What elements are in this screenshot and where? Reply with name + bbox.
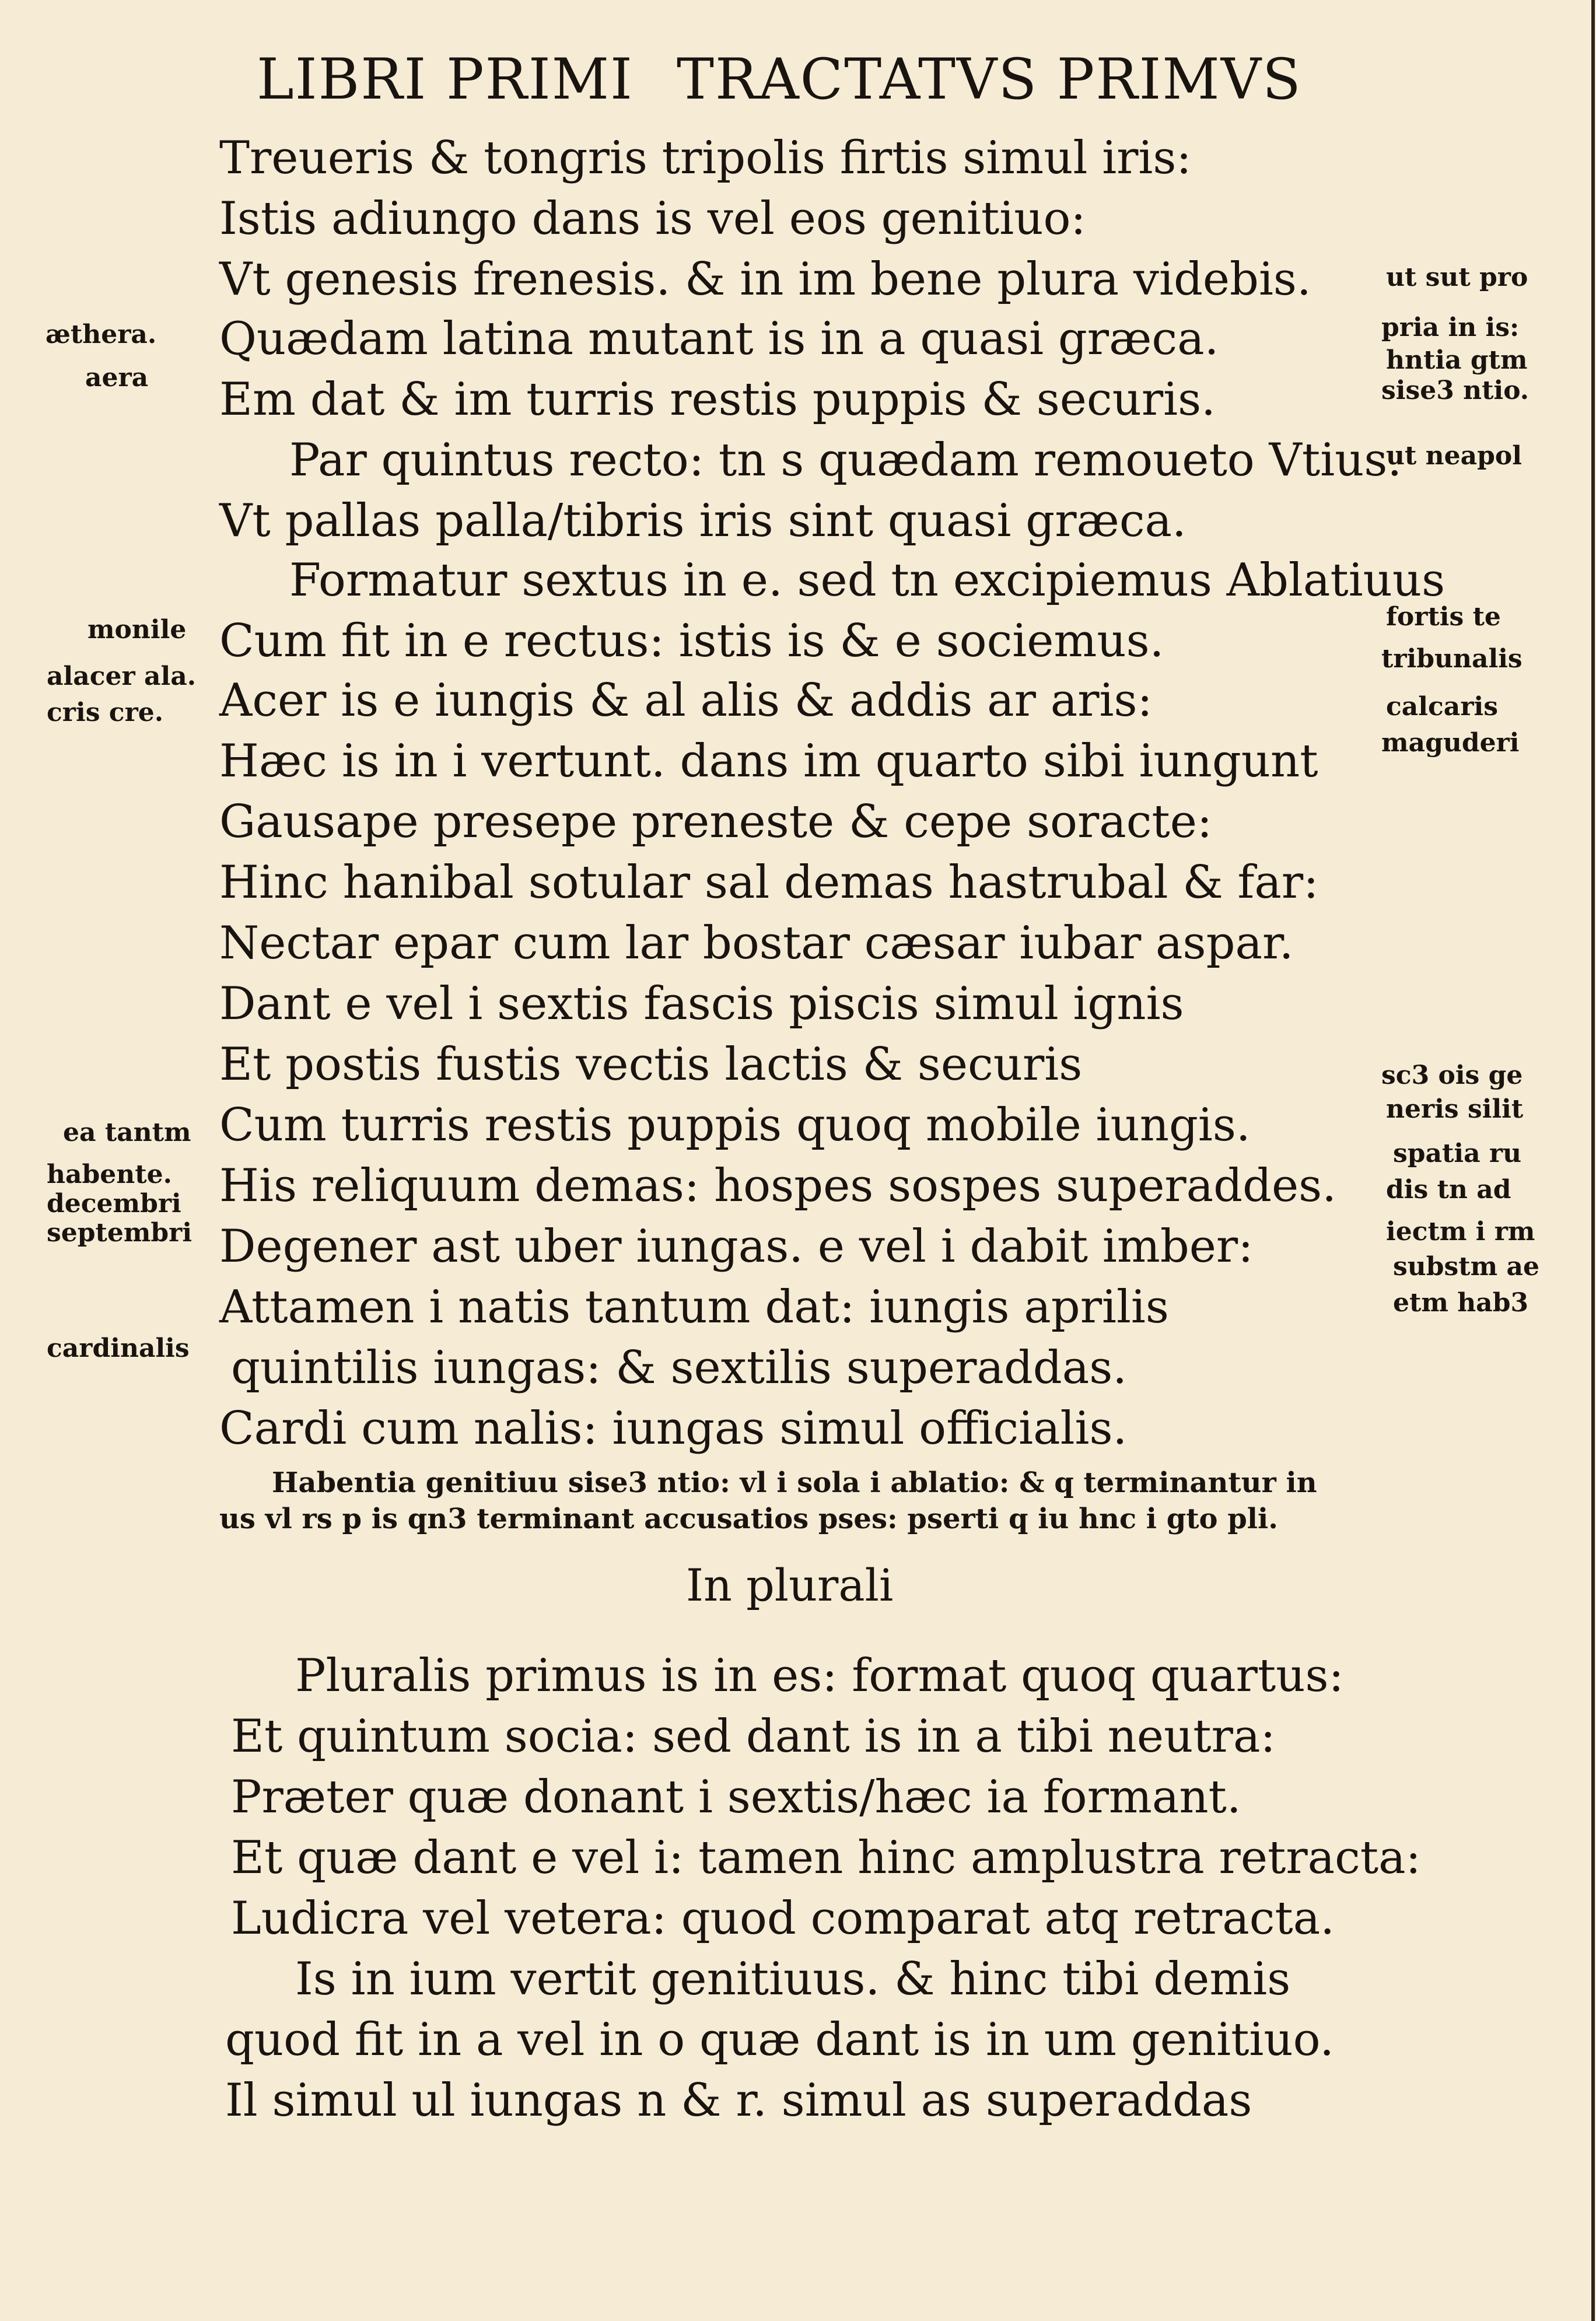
verse-line: Et quæ dant e vel i: tamen hinc amplustra retracta: — [231, 1832, 1421, 1884]
verse-line: Ludicra vel vetera: quod comparat atq retracta. — [231, 1892, 1335, 1945]
header-part-1: LIBRI PRIMI — [257, 47, 634, 112]
verse-line: Hæc is in i vertunt. dans im quarto sibi iungunt — [219, 735, 1318, 787]
verse-line: Et quintum socia: sed dant is in a tibi neutra: — [231, 1710, 1276, 1763]
verse-line: Vt pallas palla/tibris iris sint quasi græca. — [219, 495, 1186, 547]
left-margin-note: æthera. — [46, 320, 157, 349]
left-margin-note: ea tantm — [63, 1118, 191, 1147]
verse-line: Quædam latina mutant is in a quasi græca. — [219, 313, 1219, 365]
verse-line: Acer is e iungis & al alis & addis ar aris: — [219, 674, 1153, 727]
right-margin-note: dis tn ad — [1386, 1175, 1511, 1205]
verse-line: His reliquum demas: hospes sospes superaddes. — [219, 1160, 1336, 1212]
right-margin-note: hntia gtm — [1386, 345, 1528, 375]
section-heading: In plurali — [686, 1559, 894, 1611]
left-margin-note: septembri — [47, 1218, 192, 1248]
verse-line: Par quintus recto: tn s quædam remoueto Vtius. — [289, 434, 1402, 486]
right-margin-note: fortis te — [1386, 602, 1501, 632]
left-margin-note: alacer ala. — [47, 661, 197, 691]
right-margin-note: sise3 ntio. — [1381, 376, 1530, 405]
verse-line: Et postis fustis vectis lactis & securis — [219, 1038, 1083, 1091]
verse-line: quod fit in a vel in o quæ dant is in um genitiuo. — [225, 2014, 1334, 2066]
verse-line: Præter quæ donant i sextis/hæc ia formant. — [231, 1771, 1241, 1823]
right-margin-note: tribunalis — [1381, 644, 1522, 674]
verse-line: Dant e vel i sextis fascis piscis simul ignis — [219, 978, 1184, 1030]
verse-line: Cum turris restis puppis quoq mobile iungis. — [219, 1099, 1251, 1151]
left-margin-note: aera — [85, 363, 149, 393]
right-margin-note: neris silit — [1386, 1094, 1524, 1124]
right-margin-note: maguderi — [1381, 728, 1520, 758]
verse-line: Nectar epar cum lar bostar cæsar iubar aspar. — [219, 917, 1294, 969]
gloss-line: Habentia genitiuu sise3 ntio: vl i sola i ablatio: & q terminantur in — [272, 1466, 1317, 1499]
verse-line: Gausape presepe preneste & cepe soracte: — [219, 796, 1213, 848]
verse-line: Formatur sextus in e. sed tn excipiemus Ablatiuus — [289, 554, 1446, 607]
verse-line: Cum fit in e rectus: istis is & e sociemus. — [219, 615, 1164, 667]
verse-line: Treueris & tongris tripolis firtis simul iris: — [219, 132, 1192, 184]
verse-line: Istis adiungo dans is vel eos genitiuo: — [219, 192, 1086, 245]
right-margin-note: iectm i rm — [1386, 1217, 1535, 1247]
right-margin-note: ut neapol — [1386, 441, 1522, 471]
left-margin-note: decembri — [47, 1189, 181, 1219]
right-margin-note: pria in is: — [1381, 313, 1520, 342]
gloss-line: us vl rs p is qn3 terminant accusatios pses: pserti q iu hnc i gto pli. — [219, 1503, 1278, 1535]
verse-line: Attamen i natis tantum dat: iungis aprilis — [219, 1281, 1169, 1333]
verse-line: Degener ast uber iungas. e vel i dabit imber: — [219, 1220, 1254, 1273]
verse-line: Em dat & im turris restis puppis & securis. — [219, 373, 1216, 426]
right-margin-note: spatia ru — [1393, 1139, 1522, 1168]
verse-line: Il simul ul iungas n & r. simul as superaddas — [225, 2074, 1252, 2127]
right-margin-note: substm ae — [1393, 1252, 1540, 1282]
right-margin-note: sc3 ois ge — [1381, 1060, 1523, 1090]
verse-line: quintilis iungas: & sextilis superaddas. — [231, 1342, 1128, 1394]
right-margin-note: calcaris — [1386, 692, 1498, 722]
verse-line: Vt genesis frenesis. & in im bene plura videbis. — [219, 253, 1311, 306]
right-margin-note: etm hab3 — [1393, 1288, 1529, 1318]
header-part-2: TRACTATVS PRIMVS — [677, 47, 1302, 112]
left-margin-note: cardinalis — [47, 1333, 190, 1363]
left-margin-note: habente. — [47, 1160, 172, 1189]
verse-line: Pluralis primus is in es: format quoq quartus: — [295, 1650, 1344, 1702]
left-margin-note: monile — [88, 615, 187, 645]
right-margin-note: ut sut pro — [1386, 262, 1528, 292]
left-margin-note: cris cre. — [47, 698, 164, 727]
verse-line: Is in ium vertit genitiuus. & hinc tibi demis — [295, 1953, 1291, 2005]
verse-line: Cardi cum nalis: iungas simul officialis. — [219, 1402, 1128, 1455]
page-edge — [1591, 0, 1595, 2321]
verse-line: Hinc hanibal sotular sal demas hastrubal & far: — [219, 856, 1319, 909]
